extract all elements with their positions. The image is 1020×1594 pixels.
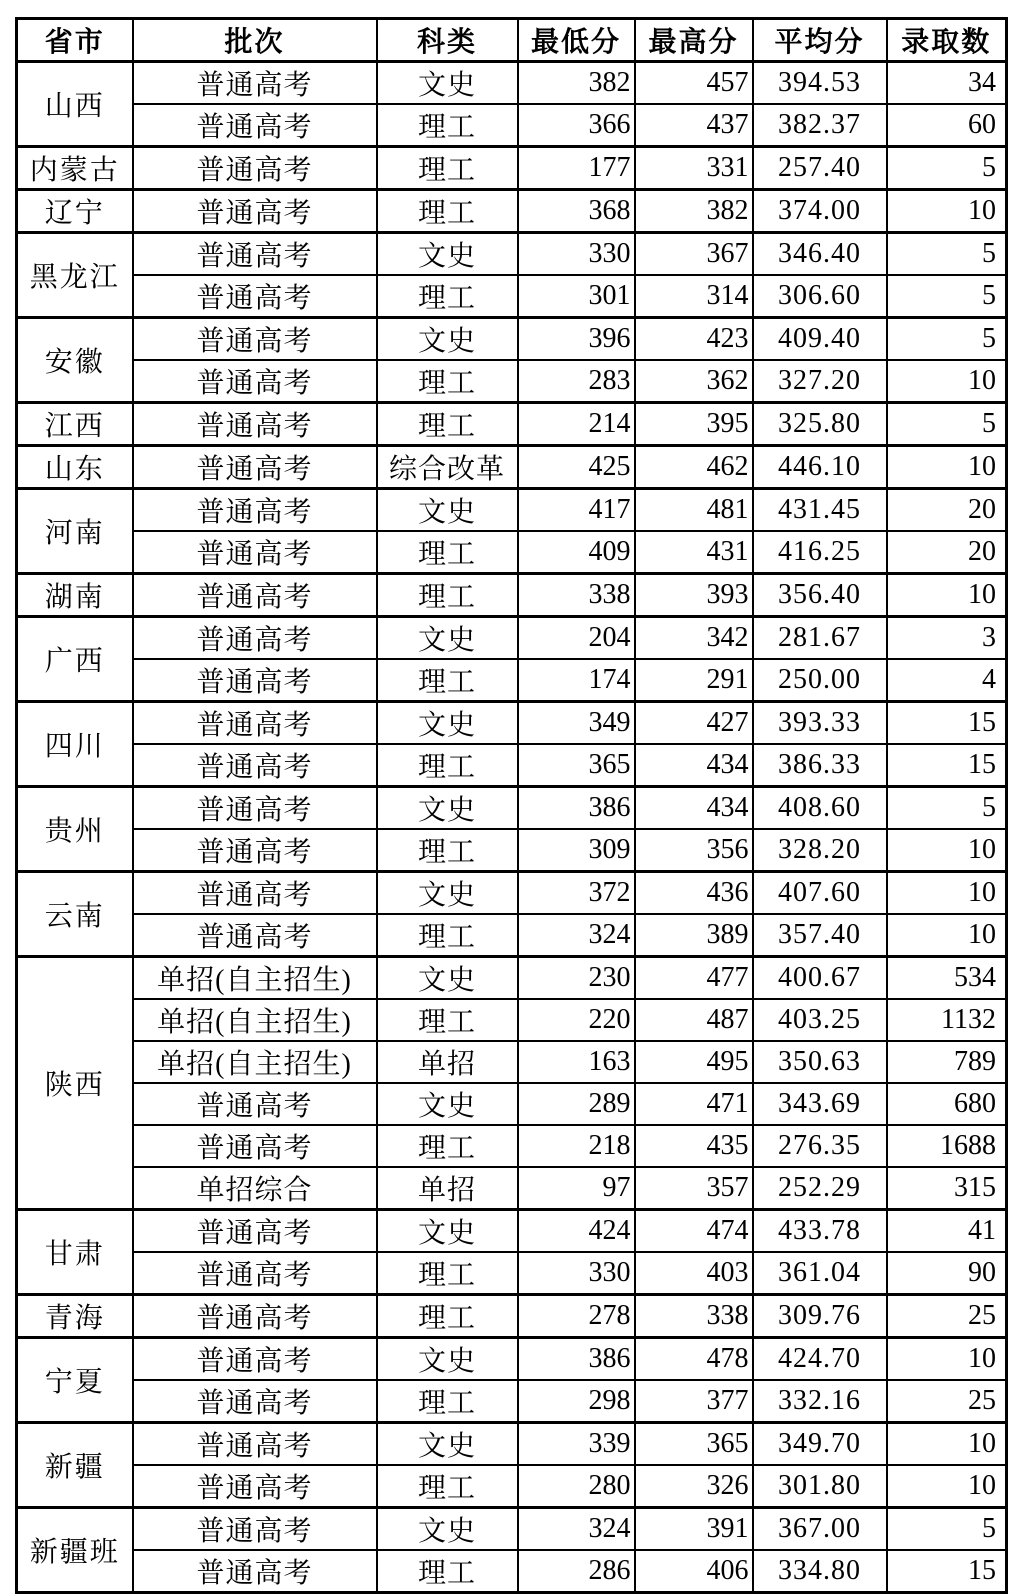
batch-cell: 普通高考 — [133, 1210, 377, 1253]
max-score-cell: 435 — [635, 1125, 753, 1167]
max-score-cell: 477 — [635, 957, 753, 1000]
max-score-cell: 367 — [635, 233, 753, 276]
max-score-cell: 393 — [635, 574, 753, 617]
table-row — [17, 1252, 1007, 1295]
count-cell: 10 — [887, 360, 1007, 403]
table-row — [17, 318, 1007, 361]
category-cell: 文史 — [377, 1338, 518, 1381]
category-cell: 文史 — [377, 872, 518, 915]
header-cell: 平均分 — [753, 19, 887, 62]
avg-score-cell: 350.63 — [753, 1041, 887, 1083]
max-score-cell: 326 — [635, 1465, 753, 1508]
avg-score-cell: 403.25 — [753, 999, 887, 1041]
batch-cell: 单招综合 — [133, 1167, 377, 1210]
batch-cell: 普通高考 — [133, 489, 377, 532]
count-cell: 10 — [887, 574, 1007, 617]
count-cell: 25 — [887, 1295, 1007, 1338]
category-cell: 文史 — [377, 617, 518, 660]
min-score-cell: 424 — [518, 1210, 635, 1253]
count-cell: 20 — [887, 531, 1007, 574]
table-row — [17, 1338, 1007, 1381]
header-cell: 省市 — [17, 19, 133, 62]
avg-score-cell: 367.00 — [753, 1508, 887, 1551]
max-score-cell: 434 — [635, 787, 753, 830]
avg-score-cell: 309.76 — [753, 1295, 887, 1338]
avg-score-cell: 332.16 — [753, 1380, 887, 1423]
category-cell: 理工 — [377, 275, 518, 318]
max-score-cell: 314 — [635, 275, 753, 318]
count-cell: 5 — [887, 787, 1007, 830]
count-cell: 34 — [887, 62, 1007, 105]
count-cell: 90 — [887, 1252, 1007, 1295]
table-row — [17, 659, 1007, 702]
batch-cell: 普通高考 — [133, 744, 377, 787]
batch-cell: 普通高考 — [133, 872, 377, 915]
max-score-cell: 427 — [635, 702, 753, 745]
category-cell: 文史 — [377, 489, 518, 532]
max-score-cell: 474 — [635, 1210, 753, 1253]
count-cell: 10 — [887, 1465, 1007, 1508]
min-score-cell: 338 — [518, 574, 635, 617]
table-row — [17, 1550, 1007, 1593]
avg-score-cell: 334.80 — [753, 1550, 887, 1593]
avg-score-cell: 424.70 — [753, 1338, 887, 1381]
category-cell: 理工 — [377, 1295, 518, 1338]
count-cell: 5 — [887, 318, 1007, 361]
avg-score-cell: 386.33 — [753, 744, 887, 787]
category-cell: 理工 — [377, 1550, 518, 1593]
header-cell: 批次 — [133, 19, 377, 62]
max-score-cell: 365 — [635, 1423, 753, 1466]
table-row — [17, 1423, 1007, 1466]
batch-cell: 普通高考 — [133, 446, 377, 489]
avg-score-cell: 393.33 — [753, 702, 887, 745]
min-score-cell: 324 — [518, 1508, 635, 1551]
batch-cell: 普通高考 — [133, 659, 377, 702]
category-cell: 综合改革 — [377, 446, 518, 489]
table-row — [17, 1210, 1007, 1253]
table-row — [17, 787, 1007, 830]
category-cell: 文史 — [377, 318, 518, 361]
avg-score-cell: 252.29 — [753, 1167, 887, 1210]
province-cell: 江西 — [17, 403, 133, 446]
count-cell: 41 — [887, 1210, 1007, 1253]
category-cell: 理工 — [377, 360, 518, 403]
min-score-cell: 372 — [518, 872, 635, 915]
max-score-cell: 436 — [635, 872, 753, 915]
avg-score-cell: 356.40 — [753, 574, 887, 617]
count-cell: 10 — [887, 1423, 1007, 1466]
avg-score-cell: 257.40 — [753, 147, 887, 190]
batch-cell: 普通高考 — [133, 1508, 377, 1551]
count-cell: 15 — [887, 1550, 1007, 1593]
max-score-cell: 481 — [635, 489, 753, 532]
table-row — [17, 872, 1007, 915]
category-cell: 理工 — [377, 999, 518, 1041]
batch-cell: 普通高考 — [133, 574, 377, 617]
avg-score-cell: 407.60 — [753, 872, 887, 915]
max-score-cell: 377 — [635, 1380, 753, 1423]
table-row — [17, 62, 1007, 105]
count-cell: 5 — [887, 403, 1007, 446]
max-score-cell: 331 — [635, 147, 753, 190]
avg-score-cell: 349.70 — [753, 1423, 887, 1466]
avg-score-cell: 433.78 — [753, 1210, 887, 1253]
max-score-cell: 395 — [635, 403, 753, 446]
batch-cell: 普通高考 — [133, 617, 377, 660]
max-score-cell: 338 — [635, 1295, 753, 1338]
header-cell: 科类 — [377, 19, 518, 62]
min-score-cell: 382 — [518, 62, 635, 105]
min-score-cell: 289 — [518, 1083, 635, 1125]
batch-cell: 普通高考 — [133, 1252, 377, 1295]
province-cell: 云南 — [17, 872, 133, 957]
batch-cell: 普通高考 — [133, 62, 377, 105]
table-row — [17, 446, 1007, 489]
table-row — [17, 702, 1007, 745]
province-cell: 黑龙江 — [17, 233, 133, 318]
avg-score-cell: 400.67 — [753, 957, 887, 1000]
table-row — [17, 147, 1007, 190]
max-score-cell: 437 — [635, 104, 753, 147]
table-row — [17, 489, 1007, 532]
min-score-cell: 163 — [518, 1041, 635, 1083]
category-cell: 文史 — [377, 1083, 518, 1125]
min-score-cell: 301 — [518, 275, 635, 318]
max-score-cell: 462 — [635, 446, 753, 489]
count-cell: 10 — [887, 914, 1007, 957]
category-cell: 理工 — [377, 659, 518, 702]
count-cell: 10 — [887, 1338, 1007, 1381]
avg-score-cell: 301.80 — [753, 1465, 887, 1508]
avg-score-cell: 346.40 — [753, 233, 887, 276]
max-score-cell: 434 — [635, 744, 753, 787]
batch-cell: 普通高考 — [133, 1083, 377, 1125]
max-score-cell: 382 — [635, 190, 753, 233]
avg-score-cell: 357.40 — [753, 914, 887, 957]
category-cell: 理工 — [377, 1252, 518, 1295]
table-row — [17, 1508, 1007, 1551]
count-cell: 534 — [887, 957, 1007, 1000]
min-score-cell: 298 — [518, 1380, 635, 1423]
table-row — [17, 360, 1007, 403]
header-cell: 最高分 — [635, 19, 753, 62]
table-row — [17, 829, 1007, 872]
batch-cell: 普通高考 — [133, 787, 377, 830]
category-cell: 理工 — [377, 914, 518, 957]
max-score-cell: 356 — [635, 829, 753, 872]
batch-cell: 普通高考 — [133, 360, 377, 403]
table-header — [17, 19, 1007, 62]
max-score-cell: 291 — [635, 659, 753, 702]
min-score-cell: 339 — [518, 1423, 635, 1466]
category-cell: 理工 — [377, 574, 518, 617]
batch-cell: 普通高考 — [133, 275, 377, 318]
province-cell: 贵州 — [17, 787, 133, 872]
avg-score-cell: 306.60 — [753, 275, 887, 318]
batch-cell: 单招(自主招生) — [133, 1041, 377, 1083]
max-score-cell: 389 — [635, 914, 753, 957]
batch-cell: 普通高考 — [133, 1295, 377, 1338]
batch-cell: 普通高考 — [133, 190, 377, 233]
max-score-cell: 391 — [635, 1508, 753, 1551]
table-row — [17, 617, 1007, 660]
batch-cell: 普通高考 — [133, 1338, 377, 1381]
header-row — [17, 19, 1007, 62]
min-score-cell: 286 — [518, 1550, 635, 1593]
batch-cell: 普通高考 — [133, 1125, 377, 1167]
count-cell: 10 — [887, 190, 1007, 233]
min-score-cell: 386 — [518, 1338, 635, 1381]
min-score-cell: 177 — [518, 147, 635, 190]
table-row — [17, 275, 1007, 318]
category-cell: 单招 — [377, 1041, 518, 1083]
batch-cell: 普通高考 — [133, 1550, 377, 1593]
min-score-cell: 214 — [518, 403, 635, 446]
category-cell: 理工 — [377, 190, 518, 233]
batch-cell: 普通高考 — [133, 702, 377, 745]
batch-cell: 普通高考 — [133, 233, 377, 276]
table-row — [17, 190, 1007, 233]
min-score-cell: 368 — [518, 190, 635, 233]
min-score-cell: 324 — [518, 914, 635, 957]
max-score-cell: 342 — [635, 617, 753, 660]
avg-score-cell: 325.80 — [753, 403, 887, 446]
category-cell: 文史 — [377, 702, 518, 745]
table-row — [17, 999, 1007, 1041]
category-cell: 文史 — [377, 1210, 518, 1253]
table-row — [17, 1295, 1007, 1338]
count-cell: 20 — [887, 489, 1007, 532]
province-cell: 宁夏 — [17, 1338, 133, 1423]
max-score-cell: 495 — [635, 1041, 753, 1083]
avg-score-cell: 446.10 — [753, 446, 887, 489]
avg-score-cell: 382.37 — [753, 104, 887, 147]
avg-score-cell: 281.67 — [753, 617, 887, 660]
max-score-cell: 431 — [635, 531, 753, 574]
batch-cell: 普通高考 — [133, 318, 377, 361]
min-score-cell: 204 — [518, 617, 635, 660]
province-cell: 河南 — [17, 489, 133, 574]
table-row — [17, 957, 1007, 1000]
max-score-cell: 406 — [635, 1550, 753, 1593]
max-score-cell: 403 — [635, 1252, 753, 1295]
count-cell: 5 — [887, 275, 1007, 318]
table-row — [17, 104, 1007, 147]
min-score-cell: 309 — [518, 829, 635, 872]
province-cell: 山西 — [17, 62, 133, 147]
table-row — [17, 914, 1007, 957]
batch-cell: 普通高考 — [133, 403, 377, 446]
count-cell: 5 — [887, 1508, 1007, 1551]
avg-score-cell: 276.35 — [753, 1125, 887, 1167]
category-cell: 文史 — [377, 957, 518, 1000]
batch-cell: 普通高考 — [133, 104, 377, 147]
batch-cell: 普通高考 — [133, 1380, 377, 1423]
max-score-cell: 478 — [635, 1338, 753, 1381]
table-row — [17, 403, 1007, 446]
table-row — [17, 1041, 1007, 1083]
category-cell: 理工 — [377, 531, 518, 574]
avg-score-cell: 343.69 — [753, 1083, 887, 1125]
category-cell: 理工 — [377, 104, 518, 147]
min-score-cell: 220 — [518, 999, 635, 1041]
max-score-cell: 423 — [635, 318, 753, 361]
count-cell: 680 — [887, 1083, 1007, 1125]
min-score-cell: 425 — [518, 446, 635, 489]
province-cell: 安徽 — [17, 318, 133, 403]
category-cell: 单招 — [377, 1167, 518, 1210]
max-score-cell: 457 — [635, 62, 753, 105]
category-cell: 理工 — [377, 1380, 518, 1423]
count-cell: 15 — [887, 744, 1007, 787]
province-cell: 陕西 — [17, 957, 133, 1210]
province-cell: 辽宁 — [17, 190, 133, 233]
count-cell: 3 — [887, 617, 1007, 660]
province-cell: 新疆 — [17, 1423, 133, 1508]
avg-score-cell: 327.20 — [753, 360, 887, 403]
avg-score-cell: 394.53 — [753, 62, 887, 105]
min-score-cell: 396 — [518, 318, 635, 361]
batch-cell: 普通高考 — [133, 1465, 377, 1508]
category-cell: 文史 — [377, 1508, 518, 1551]
count-cell: 10 — [887, 446, 1007, 489]
province-cell: 广西 — [17, 617, 133, 702]
count-cell: 5 — [887, 233, 1007, 276]
count-cell: 60 — [887, 104, 1007, 147]
category-cell: 理工 — [377, 403, 518, 446]
table-row — [17, 744, 1007, 787]
batch-cell: 普通高考 — [133, 829, 377, 872]
batch-cell: 单招(自主招生) — [133, 957, 377, 1000]
min-score-cell: 349 — [518, 702, 635, 745]
avg-score-cell: 374.00 — [753, 190, 887, 233]
province-cell: 山东 — [17, 446, 133, 489]
count-cell: 5 — [887, 147, 1007, 190]
count-cell: 15 — [887, 702, 1007, 745]
table-row — [17, 1465, 1007, 1508]
count-cell: 4 — [887, 659, 1007, 702]
count-cell: 1132 — [887, 999, 1007, 1041]
min-score-cell: 330 — [518, 233, 635, 276]
count-cell: 10 — [887, 829, 1007, 872]
table-row — [17, 1380, 1007, 1423]
batch-cell: 普通高考 — [133, 914, 377, 957]
avg-score-cell: 408.60 — [753, 787, 887, 830]
max-score-cell: 487 — [635, 999, 753, 1041]
avg-score-cell: 416.25 — [753, 531, 887, 574]
category-cell: 理工 — [377, 1125, 518, 1167]
count-cell: 25 — [887, 1380, 1007, 1423]
avg-score-cell: 409.40 — [753, 318, 887, 361]
max-score-cell: 362 — [635, 360, 753, 403]
province-cell: 内蒙古 — [17, 147, 133, 190]
table-row — [17, 1083, 1007, 1125]
min-score-cell: 409 — [518, 531, 635, 574]
min-score-cell: 417 — [518, 489, 635, 532]
min-score-cell: 278 — [518, 1295, 635, 1338]
min-score-cell: 280 — [518, 1465, 635, 1508]
table-row — [17, 574, 1007, 617]
min-score-cell: 218 — [518, 1125, 635, 1167]
category-cell: 文史 — [377, 233, 518, 276]
table-body — [17, 62, 1007, 1593]
category-cell: 文史 — [377, 787, 518, 830]
table-row — [17, 1125, 1007, 1167]
province-cell: 青海 — [17, 1295, 133, 1338]
table-row — [17, 531, 1007, 574]
province-cell: 甘肃 — [17, 1210, 133, 1295]
avg-score-cell: 431.45 — [753, 489, 887, 532]
min-score-cell: 386 — [518, 787, 635, 830]
batch-cell: 单招(自主招生) — [133, 999, 377, 1041]
batch-cell: 普通高考 — [133, 147, 377, 190]
avg-score-cell: 328.20 — [753, 829, 887, 872]
category-cell: 理工 — [377, 744, 518, 787]
min-score-cell: 174 — [518, 659, 635, 702]
count-cell: 789 — [887, 1041, 1007, 1083]
header-cell: 最低分 — [518, 19, 635, 62]
category-cell: 文史 — [377, 1423, 518, 1466]
min-score-cell: 283 — [518, 360, 635, 403]
category-cell: 理工 — [377, 829, 518, 872]
batch-cell: 普通高考 — [133, 1423, 377, 1466]
province-cell: 湖南 — [17, 574, 133, 617]
category-cell: 理工 — [377, 1465, 518, 1508]
min-score-cell: 366 — [518, 104, 635, 147]
batch-cell: 普通高考 — [133, 531, 377, 574]
admission-score-table — [15, 17, 1008, 1594]
min-score-cell: 330 — [518, 1252, 635, 1295]
province-cell: 四川 — [17, 702, 133, 787]
count-cell: 1688 — [887, 1125, 1007, 1167]
province-cell: 新疆班 — [17, 1508, 133, 1593]
category-cell: 理工 — [377, 147, 518, 190]
table-row — [17, 1167, 1007, 1210]
header-cell: 录取数 — [887, 19, 1007, 62]
table-row — [17, 233, 1007, 276]
max-score-cell: 357 — [635, 1167, 753, 1210]
count-cell: 10 — [887, 872, 1007, 915]
max-score-cell: 471 — [635, 1083, 753, 1125]
min-score-cell: 230 — [518, 957, 635, 1000]
min-score-cell: 365 — [518, 744, 635, 787]
category-cell: 文史 — [377, 62, 518, 105]
min-score-cell: 97 — [518, 1167, 635, 1210]
count-cell: 315 — [887, 1167, 1007, 1210]
avg-score-cell: 250.00 — [753, 659, 887, 702]
avg-score-cell: 361.04 — [753, 1252, 887, 1295]
